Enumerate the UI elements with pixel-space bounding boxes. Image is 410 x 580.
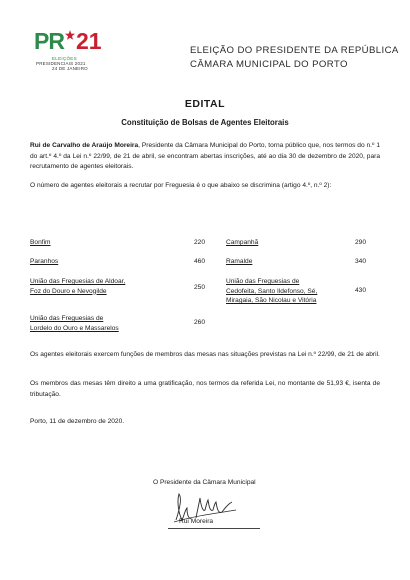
- freguesia-value: 290: [354, 239, 366, 246]
- freguesia-name: Paranhos: [30, 258, 59, 265]
- logo-line-1: ELEIÇÕES: [52, 56, 77, 61]
- freguesia-name: Campanhã: [226, 239, 259, 246]
- freguesia-name: União das Freguesias de Cedofeita, Santo Ildefonso, Sé, Miragaia, São Nicolau e Vitória: [226, 278, 318, 305]
- freguesia-value: 260: [193, 319, 205, 326]
- signature-name: Rui Moreira: [179, 518, 214, 525]
- freguesia-name: União das Freguesias de Lordelo do Ouro e Massarelos: [30, 315, 119, 332]
- signature-heading: O Presidente da Câmara Municipal: [153, 479, 256, 486]
- logo-line-2: PRESIDENCIAIS 2021: [36, 61, 86, 66]
- gratification-paragraph: Os membros das mesas têm direito a uma gratificação, nos termos da referida Lei, no montante de 51,93 €, isenta de tributação.: [30, 380, 380, 398]
- logo-mark-left: PR: [34, 28, 64, 54]
- logo-mark-right: 21: [75, 28, 102, 54]
- freguesia-value: 250: [193, 284, 205, 291]
- document-subtitle: Constituição de Bolsas de Agentes Eleitorais: [121, 118, 289, 127]
- freguesia-value: 430: [354, 287, 366, 294]
- logo-line-3: 24 DE JANEIRO: [52, 66, 88, 71]
- freguesia-value: 460: [193, 258, 205, 265]
- header-title-line-2: CÂMARA MUNICIPAL DO PORTO: [190, 59, 348, 70]
- place-date: Porto, 11 de dezembro de 2020.: [30, 418, 125, 425]
- freguesia-value: 340: [354, 258, 366, 265]
- freguesia-name: União das Freguesias de Aldoar, Foz do Douro e Nevogilde: [30, 278, 126, 295]
- pr21-logo: [34, 30, 118, 71]
- document-title: EDITAL: [184, 98, 226, 110]
- intro-paragraph: [30, 141, 380, 173]
- functions-paragraph: Os agentes eleitorais exercem funções de membros das mesas nas situações previstas na Lei n.º 22/99, de 21 de abril.: [30, 351, 380, 358]
- distribution-paragraph: O número de agentes eleitorais a recrutar por Freguesia é o que abaixo se discrimina (artigo 4.º, n.º 2):: [30, 182, 332, 189]
- star-icon: [65, 30, 75, 40]
- signature-line: [168, 528, 260, 529]
- intro-text: , Presidente da Câmara Municipal do Porto, torna público que, nos termos do n.º 1 do art.º 4.º da Lei n.º 22/99, de 21 de abril, se encontram abertas inscrições, até ao dia 30 de dezembro de 2020, para recrutamento de agentes eleitorais.: [30, 142, 380, 171]
- freguesia-name: Bonfim: [30, 239, 51, 246]
- header-title-line-1: ELEIÇÃO DO PRESIDENTE DA REPÚBLICA: [190, 45, 399, 56]
- freguesia-value: 220: [193, 239, 205, 246]
- logo-mark: [34, 30, 118, 53]
- president-name: Rui de Carvalho de Araújo Moreira: [30, 142, 139, 149]
- header-title: [190, 44, 400, 72]
- freguesia-name: Ramalde: [226, 258, 253, 265]
